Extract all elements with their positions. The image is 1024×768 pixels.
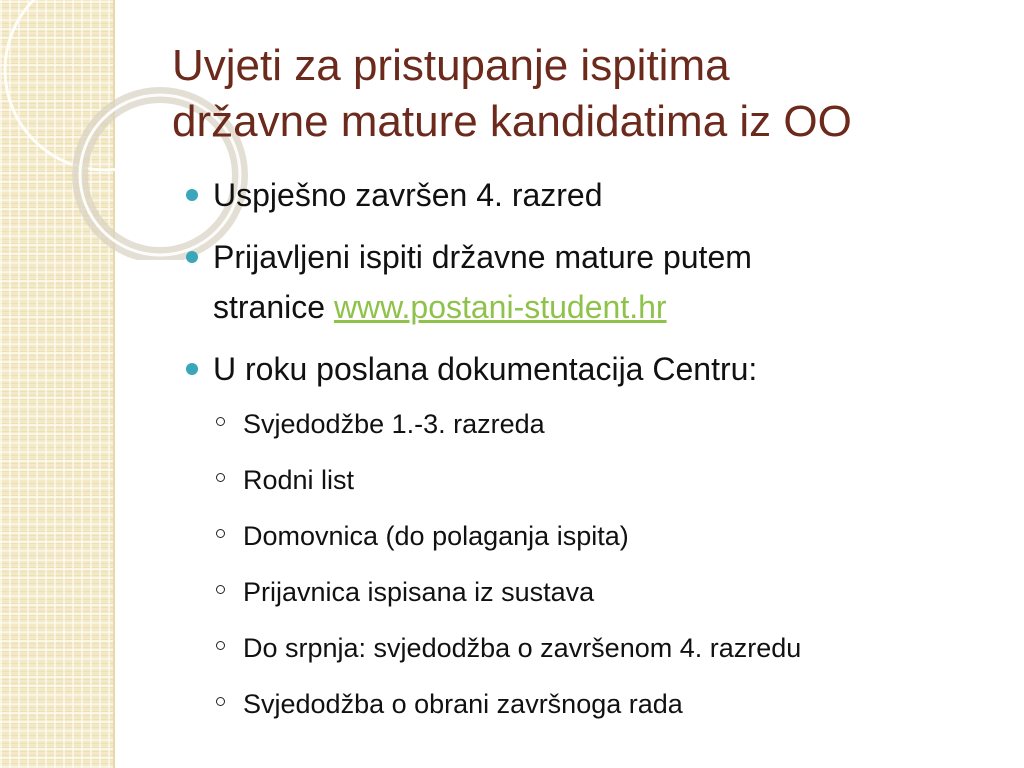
bullet-dot-icon (186, 189, 198, 201)
sub-bullet-item (180, 570, 1000, 614)
sub-bullet-text: Do srpnja: svjedodžba o završenom 4. razredu (243, 633, 802, 663)
sub-bullet-item (180, 402, 1000, 446)
title-line-2: državne mature kandidatima iz OO (172, 97, 852, 146)
sub-bullet-text: Rodni list (243, 465, 355, 495)
ring-bullet-icon (216, 473, 225, 482)
bullet-list (180, 170, 1000, 738)
bullet-item-3 (180, 344, 1000, 394)
sub-bullet-text: Prijavnica ispisana iz sustava (243, 577, 595, 607)
title-line-1: Uvjeti za pristupanje ispitima (172, 41, 730, 90)
ring-bullet-icon (216, 529, 225, 538)
bullet-text-line-2 (213, 282, 1000, 332)
ring-bullet-icon (216, 697, 225, 706)
website-link[interactable]: www.postani-student.hr (333, 289, 667, 325)
sub-bullet-text: Domovnica (do polaganja ispita) (243, 521, 629, 551)
ring-bullet-icon (216, 417, 225, 426)
bullet-item-1 (180, 170, 1000, 220)
sub-bullet-item (180, 682, 1000, 726)
sub-bullet-item (180, 514, 1000, 558)
bullet-dot-icon (186, 363, 198, 375)
sub-bullet-list (180, 402, 1000, 726)
ring-bullet-icon (216, 585, 225, 594)
bullet-text-prefix: stranice (213, 289, 334, 325)
ring-bullet-icon (216, 641, 225, 650)
sub-bullet-item (180, 458, 1000, 502)
sub-bullet-item (180, 626, 1000, 670)
sub-bullet-text: Svjedodžba o obrani završnoga rada (243, 689, 683, 719)
sub-bullet-text: Svjedodžbe 1.-3. razreda (243, 409, 545, 439)
bullet-text: Uspješno završen 4. razred (213, 177, 603, 213)
bullet-text-line-1: Prijavljeni ispiti državne mature putem (213, 239, 752, 275)
bullet-text: U roku poslana dokumentacija Centru: (213, 351, 758, 387)
slide-title (172, 38, 992, 150)
bullet-item-2 (180, 232, 1000, 332)
bullet-dot-icon (186, 251, 198, 263)
